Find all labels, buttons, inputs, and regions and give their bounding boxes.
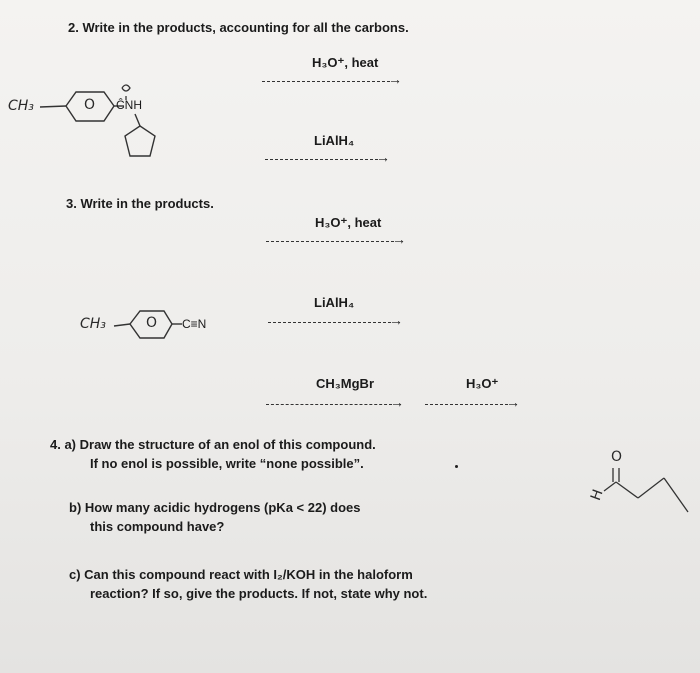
q4a-line1: 4. a) Draw the structure of an enol of this compound. — [50, 437, 376, 452]
q3-nitrile-label: C≡N — [182, 317, 207, 331]
q3-reaction-arrow-1: → — [266, 236, 406, 246]
q2-ch3-label: CH₃ — [8, 98, 34, 114]
q2-amide-nh-label: ĈNH — [116, 98, 142, 112]
q4c-line1: c) Can this compound react with I₂/KOH in the haloform — [69, 567, 413, 582]
q3-reagent-grignard: CH₃MgBr — [316, 376, 375, 391]
q3-reaction-arrow-3: → — [266, 399, 404, 409]
q2-title: 2. Write in the products, accounting for all the carbons. — [68, 20, 409, 35]
q2-reagent-reduction: LiAlH₄ — [314, 133, 355, 148]
q3-ch3-label: CH₃ — [80, 316, 106, 332]
q3-reagent-hydrolysis: H₃O⁺, heat — [315, 215, 382, 230]
q4a-line2: If no enol is possible, write “none possible”. — [90, 456, 364, 471]
q3-reaction-arrow-2: → — [268, 317, 403, 327]
q3-title: 3. Write in the products. — [66, 196, 214, 211]
q2-reaction-arrow-1: → — [262, 76, 402, 86]
q4b-line1: b) How many acidic hydrogens (pKa < 22) does — [69, 500, 361, 515]
q3-reagent-acid-workup: H₃O⁺ — [466, 376, 499, 391]
q4-carbonyl-oxygen-label: O — [611, 449, 623, 465]
q2-ring-oxygen-label: O — [84, 97, 96, 113]
q4-aldehyde-h-label: H — [587, 487, 607, 503]
q4c-line2: reaction? If so, give the products. If not, state why not. — [90, 586, 428, 601]
q3-ring-oxygen-label: O — [146, 315, 158, 331]
q3-reaction-arrow-4: → — [425, 399, 520, 409]
q2-reagent-hydrolysis: H₃O⁺, heat — [312, 55, 379, 70]
q4b-line2: this compound have? — [90, 519, 225, 534]
q3-reagent-reduction: LiAlH₄ — [314, 295, 355, 310]
q2-reaction-arrow-2: → — [265, 154, 390, 164]
